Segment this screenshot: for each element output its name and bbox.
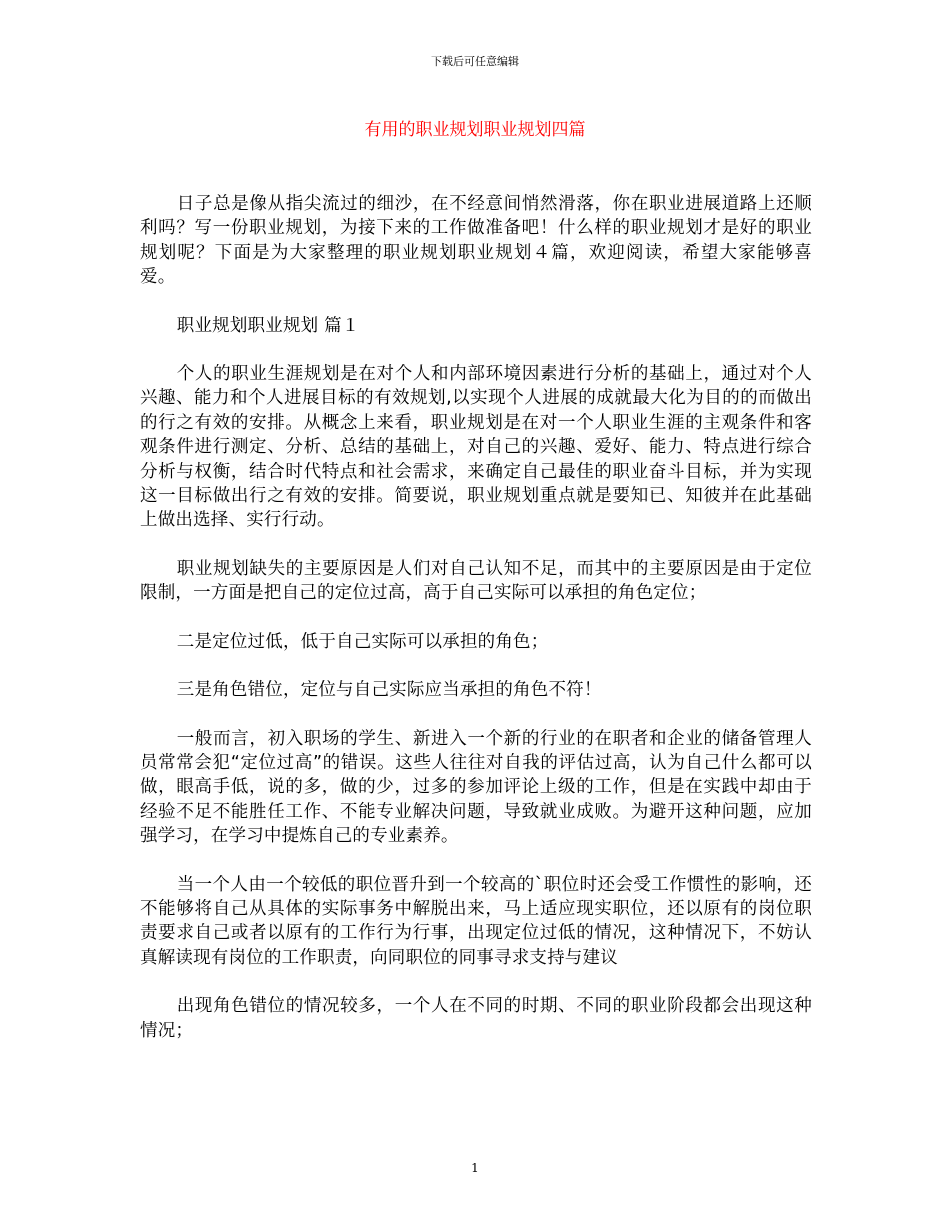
header-note: 下载后可任意编辑 xyxy=(431,55,519,68)
paragraph: 一般而言，初入职场的学生、新进入一个新的行业的在职者和企业的储备管理人员常常会犯“定位过高”的错误。这些人往往对自我的评估过高，认为自己什么都可以做，眼高手低，说的多，做的少，过多的参加评论上级的工作，但是在实践中却由于经验不足不能胜任工作、不能专业解决问题，导致就业成败。为避开这种问题，应加强学习，在学习中提炼自己的专业素养。 xyxy=(140,728,812,847)
paragraph-intro: 日子总是像从指尖流过的细沙，在不经意间悄然滑落，你在职业进展道路上还顺利吗？写一份职业规划，为接下来的工作做准备吧！什么样的职业规划才是好的职业规划呢？下面是为大家整理的职业规划职业规划４篇，欢迎阅读，希望大家能够喜爱。 xyxy=(140,194,812,288)
paragraph: 个人的职业生涯规划是在对个人和内部环境因素进行分析的基础上，通过对个人兴趣、能力和个人进展目标的有效规划,以实现个人进展的成就最大化为目的的而做出的行之有效的安排。从概念上来看，职业规划是在对一个人职业生涯的主观条件和客观条件进行测定、分析、总结的基础上，对自己的兴趣、爱好、能力、特点进行综合分析与权衡，结合时代特点和社会需求，来确定自己最佳的职业奋斗目标，并为实现这一目标做出行之有效的安排。简要说，职业规划重点就是要知已、知彼并在此基础上做出选择、实行行动。 xyxy=(140,364,812,531)
document-body xyxy=(140,192,812,1067)
section-heading: 职业规划职业规划 篇１ xyxy=(176,315,360,336)
paragraph: 当一个人由一个较低的职位晋升到一个较高的`职位时还会受工作惯性的影响，还不能够将自己从具体的实际事务中解脱出来，马上适应现实职位，还以原有的岗位职责要求自己或者以原有的工作行为行事，出现定位过低的情况，这种情况下，不妨认真解读现有岗位的工作职责，向同职位的同事寻求支持与建议 xyxy=(140,874,812,968)
paragraph: 二是定位过低，低于自己实际可以承担的角色； xyxy=(176,631,549,652)
paragraph: 职业规划缺失的主要原因是人们对自己认知不足，而其中的主要原因是由于定位限制，一方面是把自己的定位过高，高于自己实际可以承担的角色定位； xyxy=(140,558,812,604)
page-number: 1 xyxy=(471,1161,479,1175)
paragraph: 三是角色错位，定位与自己实际应当承担的角色不符！ xyxy=(176,680,602,701)
document-title: 有用的职业规划职业规划四篇 xyxy=(364,120,586,140)
paragraph: 出现角色错位的情况较多，一个人在不同的时期、不同的职业阶段都会出现这种情况； xyxy=(140,996,812,1041)
